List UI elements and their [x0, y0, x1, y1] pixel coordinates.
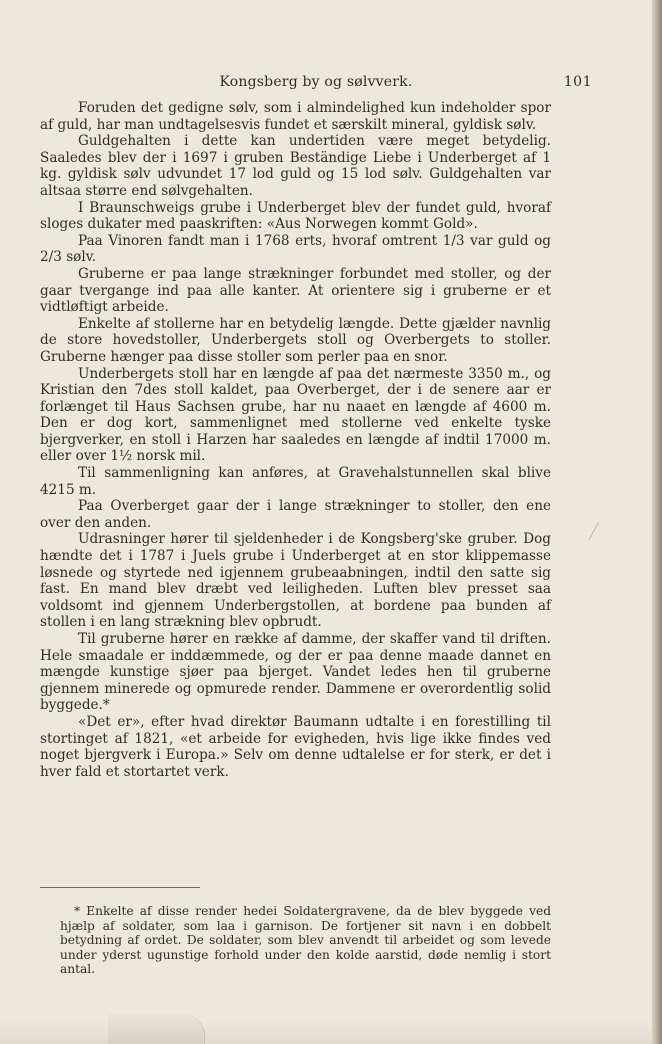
- paragraph: Udrasninger hører til sjeldenheder i de Kongsberg'ske gruber. Dog hændte det i 1787 i Juels grube i Underberget at en stor klippemasse løsnede og styrtede ned igjennem grubeaabningen, indtil den satte sig fast. En mand blev dræbt ved leiligheden. Luften blev presset saa voldsomt ind gjennem Underbergstollen, at bordene paa bunden af stollen i en lang strækning blev opbrudt.: [40, 531, 551, 631]
- running-title: Kongsberg by og sølvverk.: [219, 74, 413, 90]
- paragraph: Gruberne er paa lange strækninger forbundet med stoller, og der gaar tvergange ind paa alle kanter. At orientere sig i gruberne er et vidtløftigt arbeide.: [40, 265, 551, 316]
- margin-pencil-mark: [589, 522, 608, 545]
- page-edge-shadow: [652, 0, 662, 1044]
- footnote-divider: [40, 887, 200, 888]
- page-bottom-shadow: [0, 1020, 652, 1044]
- page-number: 101: [563, 74, 592, 90]
- paragraph: Guldgehalten i dette kan undertiden være meget betydelig. Saaledes blev der i 1697 i gruben Beständige Liebe i Underberget af 1 kg. gyldisk sølv udvundet 17 lod guld og 15 lod sølv. Guldgehalten var altsaa større end sølvgehalten.: [40, 133, 551, 199]
- running-header: [40, 74, 592, 94]
- paragraph: Foruden det gedigne sølv, som i almindelighed kun indeholder spor af guld, har man undtagelsesvis fundet et særskilt mineral, gyldisk sølv.: [40, 100, 551, 133]
- paragraph: Enkelte af stollerne har en betydelig længde. Dette gjælder navnlig de store hovedstoller, Underbergets stoll og Overbergets to stoller. Gruberne hænger paa disse stoller som perler paa en snor.: [40, 315, 551, 365]
- paragraph: Underbergets stoll har en længde af paa det nærmeste 3350 m., og Kristian den 7des stoll kaldet, paa Overberget, der i de senere aar er forlænget til Haus Sachsen grube, har nu naaet en længde af 4600 m. Den er dog kort, sammenlignet med stollerne ved enkelte tyske bjergverker, en stoll i Harzen har saaledes en længde af indtil 17000 m. eller over 1½ norsk mil.: [40, 365, 551, 465]
- body-text: [40, 100, 551, 780]
- paragraph: Til sammenligning kan anføres, at Gravehalstunnellen skal blive 4215 m.: [40, 465, 551, 498]
- paragraph: Paa Overberget gaar der i lange strækninger to stoller, den ene over den anden.: [40, 498, 551, 531]
- footnote: * Enkelte af disse render hedei Soldatergravene, da de blev byggede ved hjælp af soldater, som laa i garnison. De fortjener sit navn i en dobbelt betydning af ordet. De soldater, som blev anvendt til arbeidet og som levede under yderst ugunstige forhold under den kolde aarstid, døde nemlig i stort antal.: [60, 904, 551, 977]
- paragraph: «Det er», efter hvad direktør Baumann udtalte i en forestilling til stortinget af 1821, «et arbeide for evigheden, hvis lige ikke findes ved noget bjergverk i Europa.» Selv om denne udtalelse er for sterk, er det i hver fald et stortartet verk.: [40, 713, 551, 780]
- paragraph: Paa Vinoren fandt man i 1768 erts, hvoraf omtrent 1/3 var guld og 2/3 sølv.: [40, 232, 551, 266]
- paragraph: Til gruberne hører en række af damme, der skaffer vand til driften. Hele smaadale er inddæmmede, og der er paa denne maade dannet en mængde kunstige sjøer paa bjerget. Vandet ledes hen til gruberne gjennem minerede og opmurede render. Dammene er overordentlig solid byggede.*: [40, 631, 551, 714]
- paragraph: I Braunschweigs grube i Underberget blev der fundet guld, hvoraf sloges dukater med paaskriften: «Aus Norwegen kommt Gold».: [40, 199, 551, 233]
